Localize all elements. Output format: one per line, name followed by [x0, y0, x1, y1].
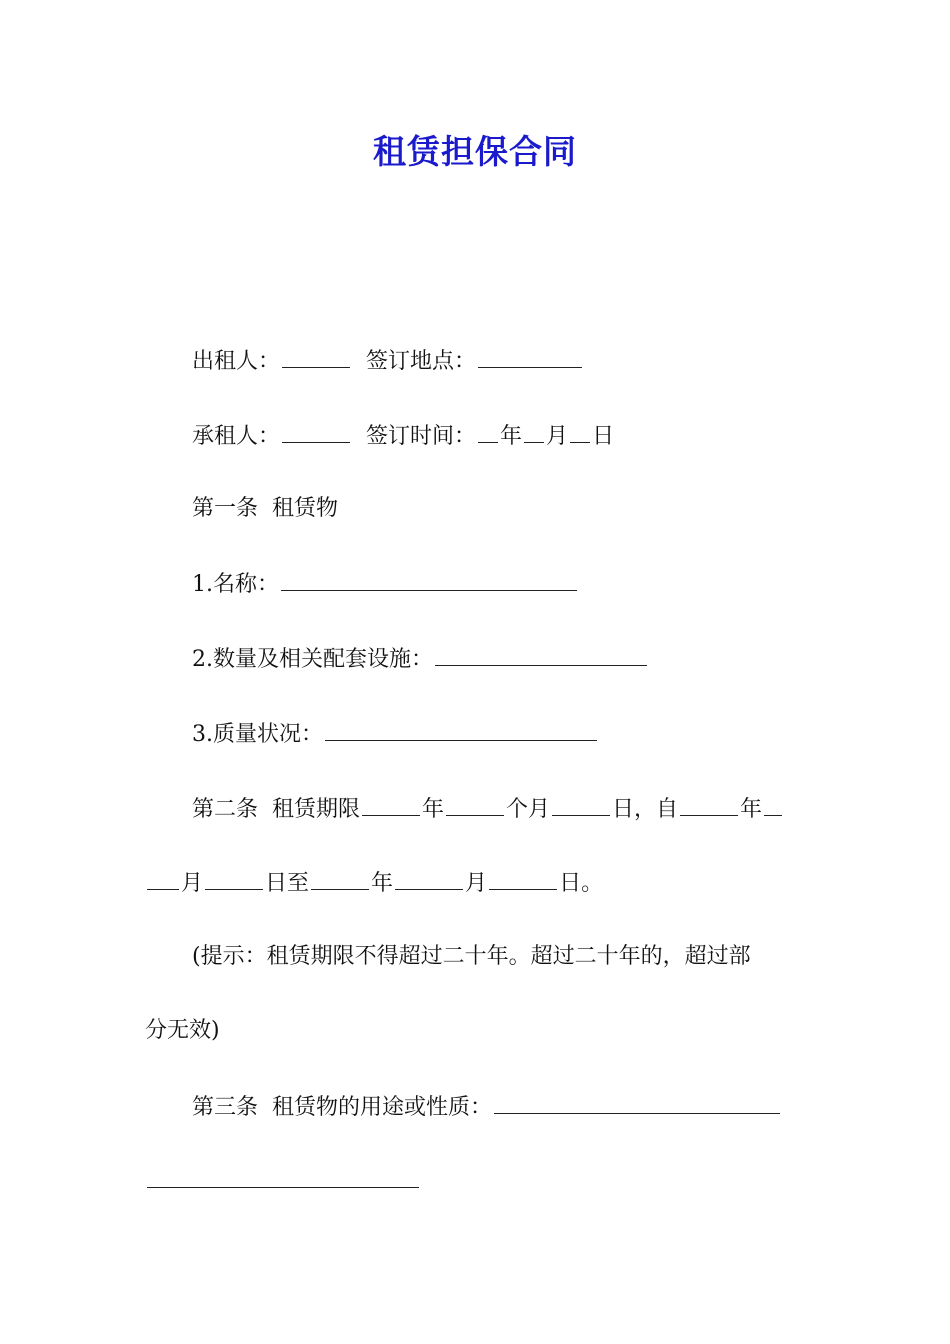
- article1-item2: [0, 643, 950, 675]
- sign-day-label: 日: [592, 424, 615, 449]
- article2-line1: [0, 793, 950, 825]
- term-from-label: 日，自: [612, 797, 679, 822]
- article2-line2: [0, 867, 950, 899]
- sign-day-blank: [570, 420, 590, 443]
- article3-heading: 第三条 租赁物的用途或性质：: [192, 1095, 492, 1120]
- to-month-blank: [395, 867, 463, 890]
- article3-line2: [0, 1165, 950, 1197]
- item2-blank: [435, 643, 647, 666]
- article3-blank-2: [147, 1165, 419, 1188]
- item3-label: 3.质量状况：: [192, 722, 323, 747]
- article2-heading: 第二条 租赁期限: [192, 797, 360, 822]
- term-year-label: 年: [422, 797, 445, 822]
- term-year-blank: [362, 793, 420, 816]
- article3-line1: [0, 1091, 950, 1123]
- lessee-blank: [282, 420, 350, 443]
- term-day-blank: [552, 793, 610, 816]
- sign-month-blank: [524, 420, 544, 443]
- hint-line2: 分无效): [145, 1018, 220, 1043]
- item1-blank: [281, 568, 577, 591]
- lessee-line: [0, 420, 950, 452]
- article1-heading: 第一条 租赁物: [192, 496, 338, 521]
- to-month-label: 月: [465, 871, 488, 896]
- to-label: 日至: [265, 871, 310, 896]
- lessor-line: [0, 345, 950, 377]
- term-months-blank: [446, 793, 504, 816]
- from-year-blank: [680, 793, 738, 816]
- to-year-label: 年: [371, 871, 394, 896]
- sign-year-label: 年: [500, 424, 523, 449]
- lessee-label: 承租人：: [192, 424, 281, 449]
- lessor-label: 出租人：: [192, 349, 281, 374]
- item3-blank: [325, 718, 597, 741]
- article1-item3: [0, 718, 950, 750]
- hint-line1: (提示：租赁期限不得超过二十年。超过二十年的，超过部: [192, 944, 751, 969]
- to-end-label: 日。: [559, 871, 604, 896]
- from-month-blank-start: [764, 793, 782, 816]
- from-day-blank: [205, 867, 263, 890]
- to-day-blank: [489, 867, 557, 890]
- sign-place-label: 签订地点：: [366, 349, 477, 374]
- document-title: 租赁担保合同: [373, 132, 577, 171]
- article3-blank-1: [494, 1091, 780, 1114]
- sign-year-blank: [478, 420, 498, 443]
- item2-label: 2.数量及相关配套设施：: [192, 647, 433, 672]
- item1-label: 1.名称：: [192, 572, 279, 597]
- sign-place-blank: [478, 345, 582, 368]
- article1-item1: [0, 568, 950, 600]
- sign-month-label: 月: [546, 424, 569, 449]
- term-months-label: 个月: [506, 797, 551, 822]
- sign-time-label: 签订时间：: [366, 424, 477, 449]
- lessor-blank: [282, 345, 350, 368]
- from-year-label: 年: [740, 797, 763, 822]
- from-month-label: 月: [181, 871, 204, 896]
- to-year-blank: [311, 867, 369, 890]
- from-month-blank-end: [147, 867, 179, 890]
